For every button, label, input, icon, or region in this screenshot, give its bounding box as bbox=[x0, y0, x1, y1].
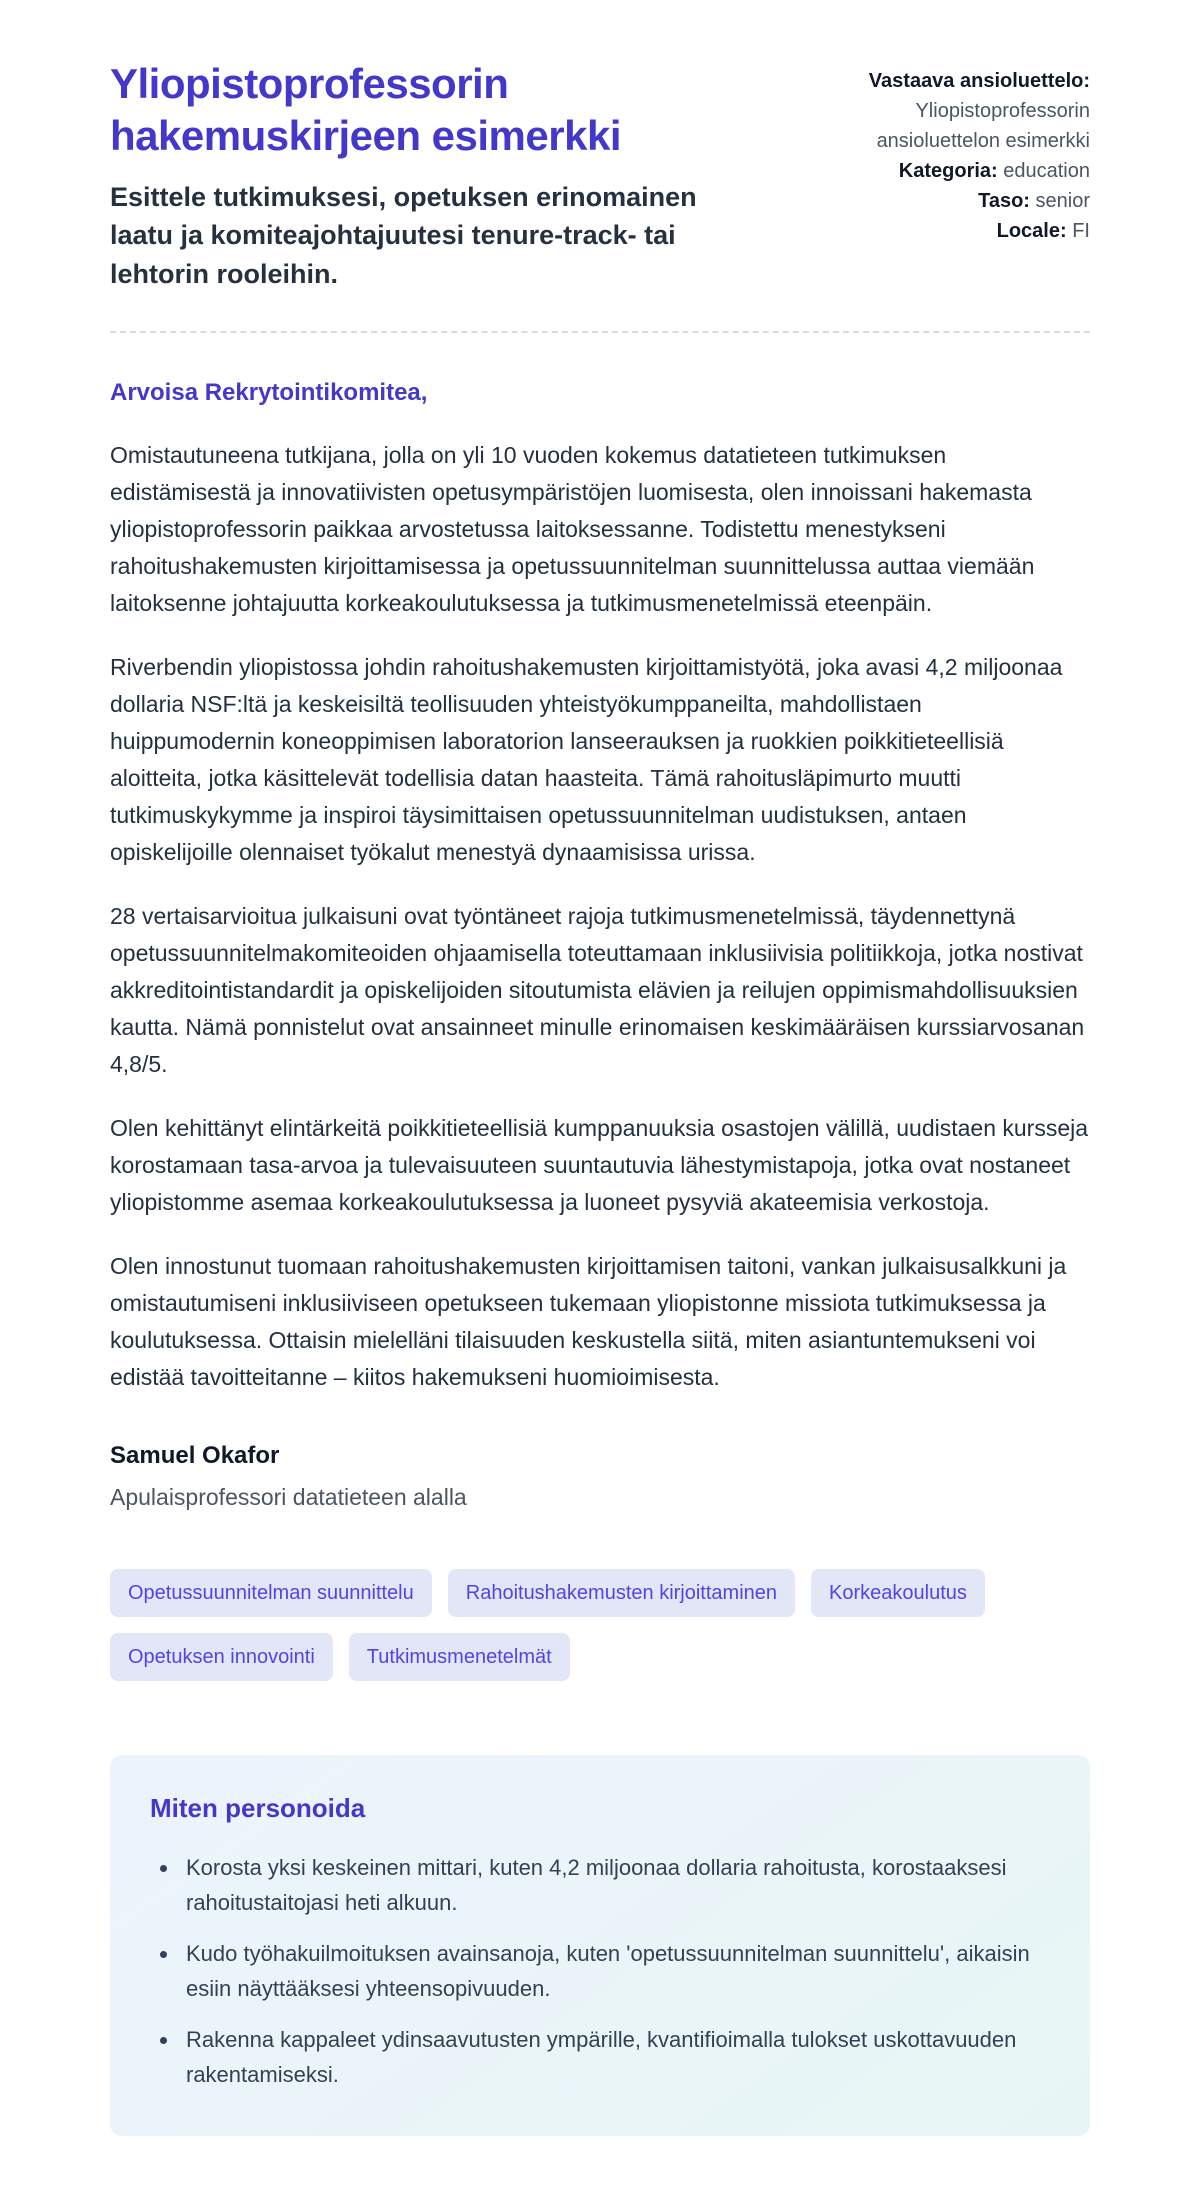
meta-category-value: education bbox=[1003, 160, 1090, 182]
tag-chip-curriculum-design[interactable]: Opetussuunnitelman suunnittelu bbox=[110, 1569, 432, 1617]
letter-body bbox=[110, 379, 1090, 1511]
tips-heading: Miten personoida bbox=[150, 1793, 366, 1824]
letter-paragraph-5: Olen innostunut tuomaan rahoitushakemusten kirjoittamisen taitoni, vankan julkaisusalkkuni ja omistautumiseni inklusiiviseen opetukseen tukemaan yliopistonne missiota tutkimuksessa ja koulutuksessa. Ottaisin mielelläni tilaisuuden keskustella siitä, miten asiantuntemukseni voi edistää tavoitteitanne – kiitos hakemukseni huomioimisesta. bbox=[110, 1253, 1067, 1391]
tip-item-2: • Kudo työhakuilmoituksen avainsanoja, kuten 'opetussuunnitelman suunnittelu', aikaisin esiin näyttääksesi yhteensopivuuden. bbox=[180, 1936, 1050, 2006]
meta-related-label: Vastaava ansioluettelo: bbox=[868, 70, 1090, 92]
meta-category-label: Kategoria: bbox=[898, 160, 998, 182]
tip-item-1: • Korosta yksi keskeinen mittari, kuten 4,2 miljoonaa dollaria rahoitusta, korostaaksesi rahoitustaitojasi heti alkuun. bbox=[180, 1850, 1050, 1920]
header-title-block bbox=[110, 58, 760, 293]
meta-locale bbox=[805, 216, 1090, 246]
tag-chip-research-methods[interactable]: Tutkimusmenetelmät bbox=[349, 1633, 570, 1681]
tag-chip-grant-writing[interactable]: Rahoitushakemusten kirjoittaminen bbox=[448, 1569, 795, 1617]
meta-level bbox=[805, 186, 1090, 216]
page-subtitle: Esittele tutkimuksesi, opetuksen erinomainen laatu ja komiteajohtajuutesi tenure-track- tai lehtorin rooleihin. bbox=[110, 182, 697, 289]
signature-name: Samuel Okafor bbox=[110, 1442, 280, 1470]
meta-related-value: Yliopistoprofessorin ansioluettelon esimerkki bbox=[876, 100, 1090, 152]
letter-paragraph-4: Olen kehittänyt elintärkeitä poikkitieteellisiä kumppanuuksia osastojen välillä, uudistaen kursseja korostamaan tasa-arvoa ja tulevaisuuteen suuntautuvia lähestymistapoja, jotka ovat nostaneet yliopistomme asemaa korkeakoulutuksessa ja luoneet pysyviä akateemisia verkostoja. bbox=[110, 1115, 1089, 1216]
letter-greeting: Arvoisa Rekrytointikomitea, bbox=[110, 379, 428, 407]
letter-paragraph-3: 28 vertaisarvioitua julkaisuni ovat työntäneet rajoja tutkimusmenetelmissä, täydennettynä opetussuunnitelmakomiteoiden ohjaamisella toteuttamaan inklusiivisia politiikkoja, jotka nostivat akkreditointistandardit ja opiskelijoiden sitoutumista elävien ja reilujen oppimismahdollisuuksien kautta. Nämä ponnistelut ovat ansainneet minulle erinomaisen keskimääräisen kurssiarvosanan 4,8/5. bbox=[110, 903, 1085, 1078]
header-divider bbox=[110, 331, 1090, 333]
letter-paragraph-2: Riverbendin yliopistossa johdin rahoitushakemusten kirjoittamistyötä, joka avasi 4,2 miljoonaa dollaria NSF:ltä ja keskeisiltä teollisuuden yhteistyökumppaneilta, mahdollistaen huippumodernin koneoppimisen laboratorion lanseerauksen ja ruokkien poikkitieteellisiä aloitteita, jotka käsittelevät todellisia datan haasteita. Tämä rahoitusläpimurto muutti tutkimuskykymme ja inspiroi täysimittaisen opetussuunnitelman uudistuksen, antaen opiskelijoille olennaiset työkalut menestyä dynaamisissa urissa. bbox=[110, 654, 1063, 866]
meta-panel bbox=[805, 58, 1090, 246]
personalization-tips-box bbox=[110, 1755, 1090, 2136]
meta-level-label: Taso: bbox=[978, 190, 1030, 212]
meta-locale-label: Locale: bbox=[996, 220, 1067, 242]
meta-locale-value: FI bbox=[1072, 220, 1090, 242]
tag-list bbox=[110, 1569, 1090, 1681]
tag-chip-teaching-innovation[interactable]: Opetuksen innovointi bbox=[110, 1633, 333, 1681]
tips-list bbox=[150, 1850, 1050, 2092]
page-header bbox=[110, 58, 1090, 293]
letter-paragraph-1: Omistautuneena tutkijana, jolla on yli 10 vuoden kokemus datatieteen tutkimuksen edistämisestä ja innovatiivisten opetusympäristöjen luomisesta, olen innoissani hakemasta yliopistoprofessorin paikkaa arvostetussa laitoksessanne. Todistettu menestykseni rahoitushakemusten kirjoittamisessa ja opetussuunnitelman suunnittelussa auttaa viemään laitoksenne johtajuutta korkeakoulutuksessa ja tutkimusmenetelmissä eteenpäin. bbox=[110, 442, 1035, 617]
page-title: Yliopistoprofessorin hakemuskirjeen esimerkki bbox=[110, 60, 621, 160]
meta-related-resume bbox=[805, 66, 1090, 156]
tag-chip-higher-education[interactable]: Korkeakoulutus bbox=[811, 1569, 985, 1617]
meta-level-value: senior bbox=[1035, 190, 1090, 212]
tip-item-3: • Rakenna kappaleet ydinsaavutusten ympärille, kvantifioimalla tulokset uskottavuuden rakentamiseksi. bbox=[180, 2022, 1050, 2092]
signature-title: Apulaisprofessori datatieteen alalla bbox=[110, 1484, 467, 1511]
meta-category bbox=[805, 156, 1090, 186]
